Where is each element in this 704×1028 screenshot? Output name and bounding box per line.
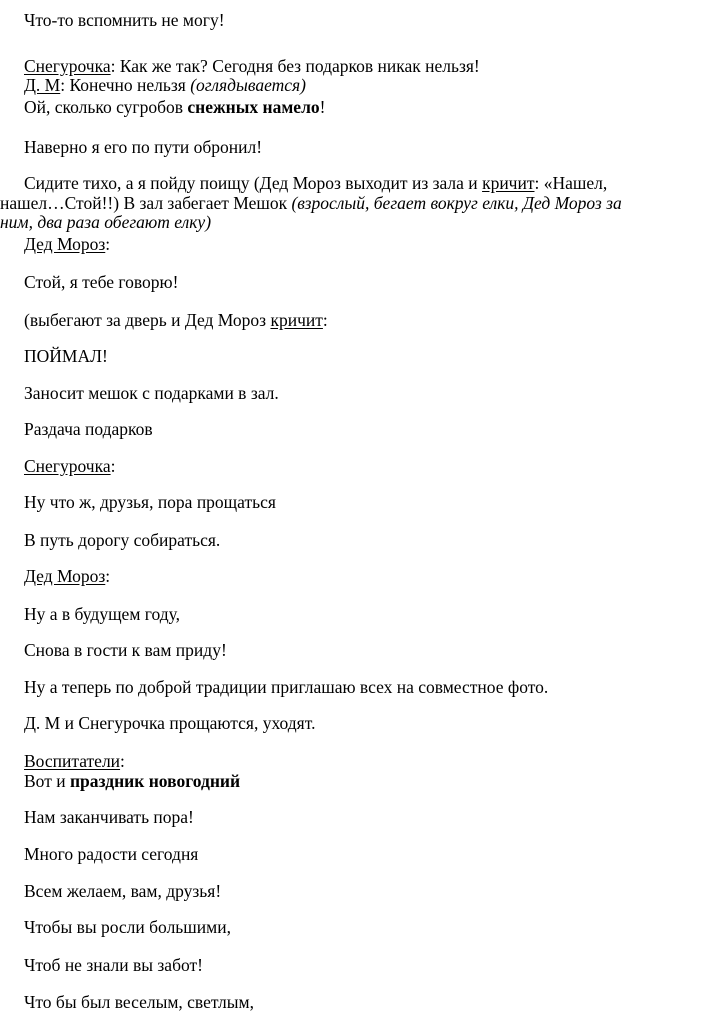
text: : <box>110 456 116 476</box>
text: нашел…Стой!!) В зал забегает Мешок <box>0 193 292 213</box>
text: Заносит мешок с подарками в зал. <box>24 383 279 403</box>
text-line <box>0 9 704 31</box>
text-line <box>0 843 704 865</box>
stage-direction: (оглядывается) <box>190 75 306 95</box>
text-line <box>0 639 704 661</box>
text: Раздача подарков <box>24 419 153 439</box>
text: Много радости сегодня <box>24 844 199 864</box>
text: ПОЙМАЛ! <box>24 346 108 366</box>
text-line <box>0 880 704 902</box>
text-line <box>0 136 704 158</box>
stage-direction: ним, два раза обегают елку) <box>0 212 212 232</box>
speaker-name: Дед Мороз <box>24 566 106 586</box>
text: : <box>105 234 111 254</box>
underlined-text: кричит <box>482 173 535 193</box>
text-line <box>0 418 704 440</box>
text: Всем желаем, вам, друзья! <box>24 881 222 901</box>
speaker-name: Снегурочка <box>24 56 111 76</box>
text: : <box>120 751 125 771</box>
bold-text: снежных намело <box>187 97 320 117</box>
text-line <box>0 271 704 293</box>
text: Ну что ж, друзья, пора прощаться <box>24 492 276 512</box>
text-line <box>0 529 704 551</box>
text: Наверно я его по пути обронил! <box>24 137 263 157</box>
text-line <box>0 309 704 331</box>
text-line <box>0 565 704 587</box>
text: : <box>105 566 111 586</box>
text-line <box>0 954 704 976</box>
text-line <box>0 676 704 698</box>
speaker-name: Д. М <box>24 75 61 95</box>
text-line <box>0 991 704 1013</box>
stage-direction: (взрослый, бегает вокруг елки, Дед Мороз за <box>291 193 622 213</box>
speaker-name: Воспитатели <box>24 751 121 771</box>
text-line <box>0 770 704 792</box>
text-line <box>0 382 704 404</box>
text: Снова в гости к вам приду! <box>24 640 227 660</box>
text-line <box>0 603 704 625</box>
text: Чтоб не знали вы забот! <box>24 955 203 975</box>
text-line <box>0 491 704 513</box>
text: Ой, сколько сугробов <box>24 97 188 117</box>
text-line <box>0 750 704 772</box>
text-line <box>0 455 704 477</box>
text: Вот и <box>24 771 70 791</box>
text-line <box>0 211 704 233</box>
text: : <box>322 310 328 330</box>
text: Сидите тихо, а я пойду поищу (Дед Мороз выходит из зала и <box>24 173 483 193</box>
text: Чтобы вы росли большими, <box>24 917 231 937</box>
text-line <box>0 345 704 367</box>
text-line <box>0 96 704 118</box>
text: Д. М и Снегурочка прощаются, уходят. <box>24 713 316 733</box>
text: Что бы был веселым, светлым, <box>24 992 254 1012</box>
text-line <box>0 806 704 828</box>
speaker-name: Дед Мороз <box>24 234 106 254</box>
text-line <box>0 172 704 194</box>
text: ! <box>319 97 326 117</box>
text: : Конечно нельзя <box>60 75 191 95</box>
text: Ну а в будущем году, <box>24 604 181 624</box>
text: Нам заканчивать пора! <box>24 807 194 827</box>
text-line <box>0 74 704 96</box>
text: Ну а теперь по доброй традиции приглашаю всех на совместное фото. <box>24 677 549 697</box>
text: : «Нашел, <box>534 173 608 193</box>
underlined-text: кричит <box>270 310 323 330</box>
speaker-name: Снегурочка <box>24 456 111 476</box>
text: В путь дорогу собираться. <box>24 530 221 550</box>
text: : Как же так? Сегодня без подарков никак нельзя! <box>110 56 480 76</box>
text: Что-то вспомнить не могу! <box>24 10 225 30</box>
text: (выбегают за дверь и Дед Мороз <box>24 310 271 330</box>
bold-text: праздник новогодний <box>69 771 241 791</box>
text-line <box>0 712 704 734</box>
text: Стой, я тебе говорю! <box>24 272 179 292</box>
text-line <box>0 233 704 255</box>
text-line <box>0 916 704 938</box>
